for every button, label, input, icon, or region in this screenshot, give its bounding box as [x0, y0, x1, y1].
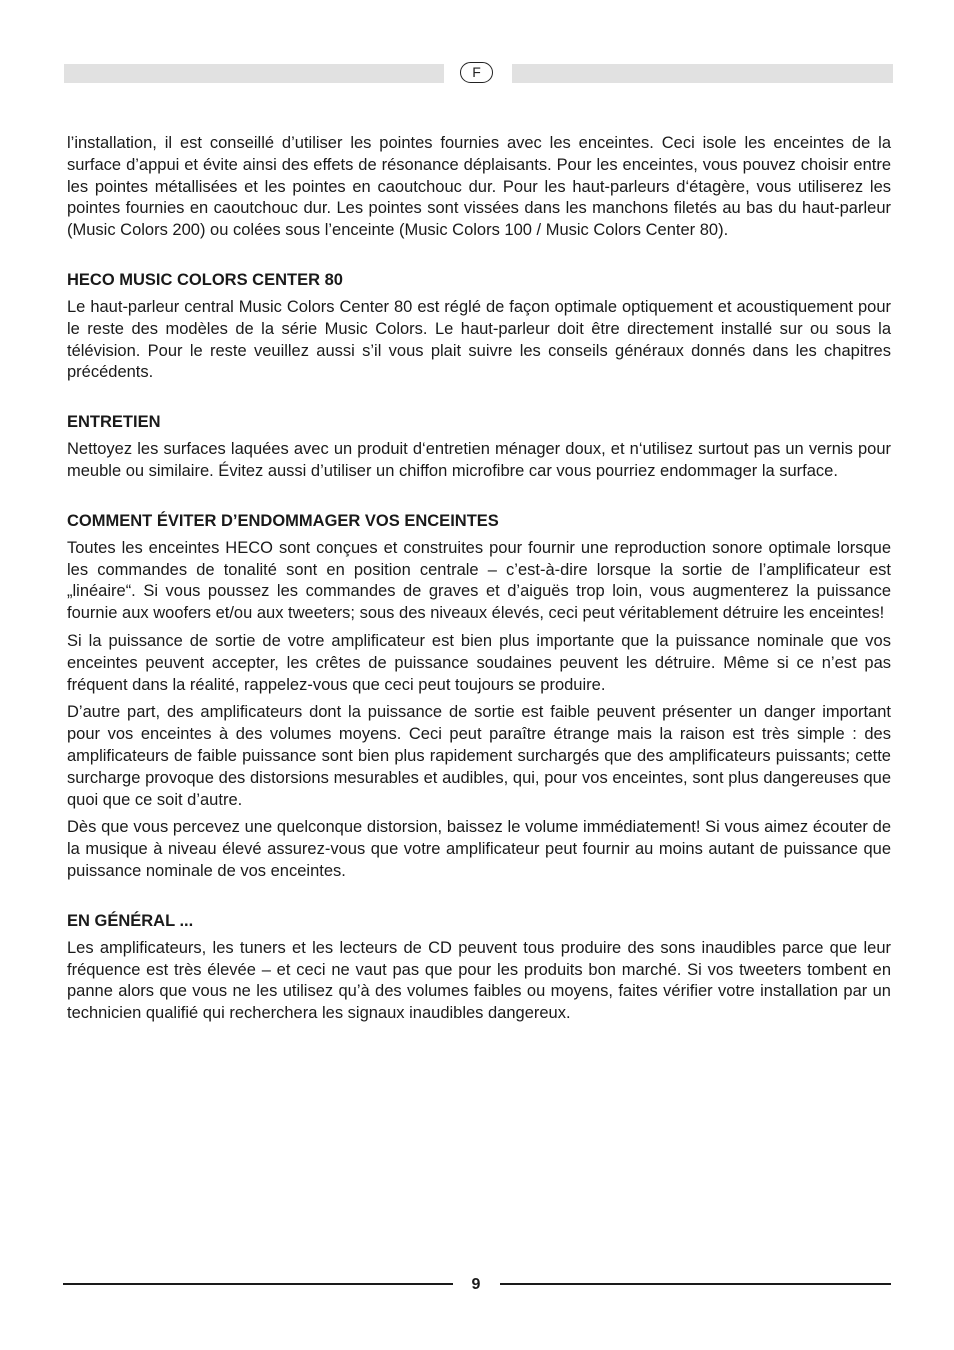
section-paragraph: Dès que vous percevez une quelconque distorsion, baissez le volume immédiatement! Si vous aimez écouter de la musique à niveau élevé assurez-vous que votre amplificateur peut fournir au moins autant de puissance que puissance nominale de vos enceintes. [67, 818, 891, 880]
section-paragraph: Les amplificateurs, les tuners et les lecteurs de CD peuvent tous produire des sons inaudibles parce que leur fréquence est très élevée – et ceci ne vaut pas que pour les produits bon marché. Si vos tweeters tombent en panne alors que vous ne les utilisez qu’à des volumes faibles ou moyens, faites vérifier votre installation par un technicien qualifié qui recherchera les signaux inaudibles dangereux. [67, 938, 891, 1023]
section-paragraph: D’autre part, des amplificateurs dont la puissance de sortie est faible peuvent présenter un danger important pour vos enceintes à des volumes moyens. Ceci peut paraître étrange mais la raison est très simple : des amplificateurs de faible puissance sont bien plus rapidement surchargés que des amplificateurs puissants; cette surcharge provoque des distorsions mesurables et audibles, qui, pour vos enceintes, sont plus dangereuses que quoi que ce soit d’autre. [67, 703, 891, 809]
language-badge: F [460, 62, 493, 83]
section-paragraph: Le haut-parleur central Music Colors Center 80 est réglé de façon optimale optiquement et acoustiquement pour le reste des modèles de la série Music Colors. Le haut-parleur doit être directement installé sur ou sous la télévision. Pour le reste veuillez aussi s’il vous plait suivre les conseils généraux donnés dans les chapitres précédents. [67, 297, 891, 382]
section-paragraph: Toutes les enceintes HECO sont conçues et construites pour fournir une reproduction sonore optimale lorsque les commandes de tonalité sont en position centrale – c’est-à-dire lorsque la sortie de l’amplificateur est „linéaire“. Si vous poussez les commandes de graves et d’aiguës trop loin, vous augmenterez la puissance fournie aux woofers et/ou aux tweeters; sous des niveaux élevés, ceci peut véritablement détruire les enceintes! [67, 538, 891, 623]
section-paragraph: Si la puissance de sortie de votre amplificateur est bien plus importante que la puissance nominale que vos enceintes peuvent accepter, les crêtes de puissance soudaines peuvent les détruire. Même si ce n’est pas fréquent dans la réalité, rappelez-vous que ceci peut toujours se produire. [67, 631, 891, 694]
footer-rule-left [63, 1283, 453, 1285]
section-heading-entretien: ENTRETIEN [67, 413, 161, 432]
section-heading-center-80: HECO MUSIC COLORS CENTER 80 [67, 270, 343, 289]
header-bar-left [64, 64, 444, 83]
footer-rule-right [500, 1283, 891, 1285]
header-bar-right [512, 64, 893, 83]
page-content [67, 133, 891, 1031]
section-paragraph: Nettoyez les surfaces laquées avec un produit d‘entretien ménager doux, et n‘utilisez surtout pas un vernis pour meuble ou similaire. Évitez aussi d’utiliser un chiffon microfibre car vous pourriez endommager la surface. [67, 440, 891, 480]
intro-paragraph: l’installation, il est conseillé d’utiliser les pointes fournies avec les enceintes. Ceci isole les enceintes de la surface d’appui et évite ainsi des effets de résonance déplaisants. Pour les enceintes, vous pouvez choisir entre les pointes métallisées et les pointes en caoutchouc dur. Pour les haut-parleurs d‘étagère, vous utiliserez les pointes fournies en caoutchouc dur. Les pointes sont vissées dans les manchons filetés au bas du haut-parleur (Music Colors 200) ou colées sous l’enceinte (Music Colors 100 / Music Colors Center 80). [67, 134, 891, 240]
section-heading-general: EN GÉNÉRAL ... [67, 911, 194, 930]
page-number: 9 [471, 1276, 481, 1293]
section-heading-damage: COMMENT ÉVITER D’ENDOMMAGER VOS ENCEINTES [67, 511, 499, 530]
